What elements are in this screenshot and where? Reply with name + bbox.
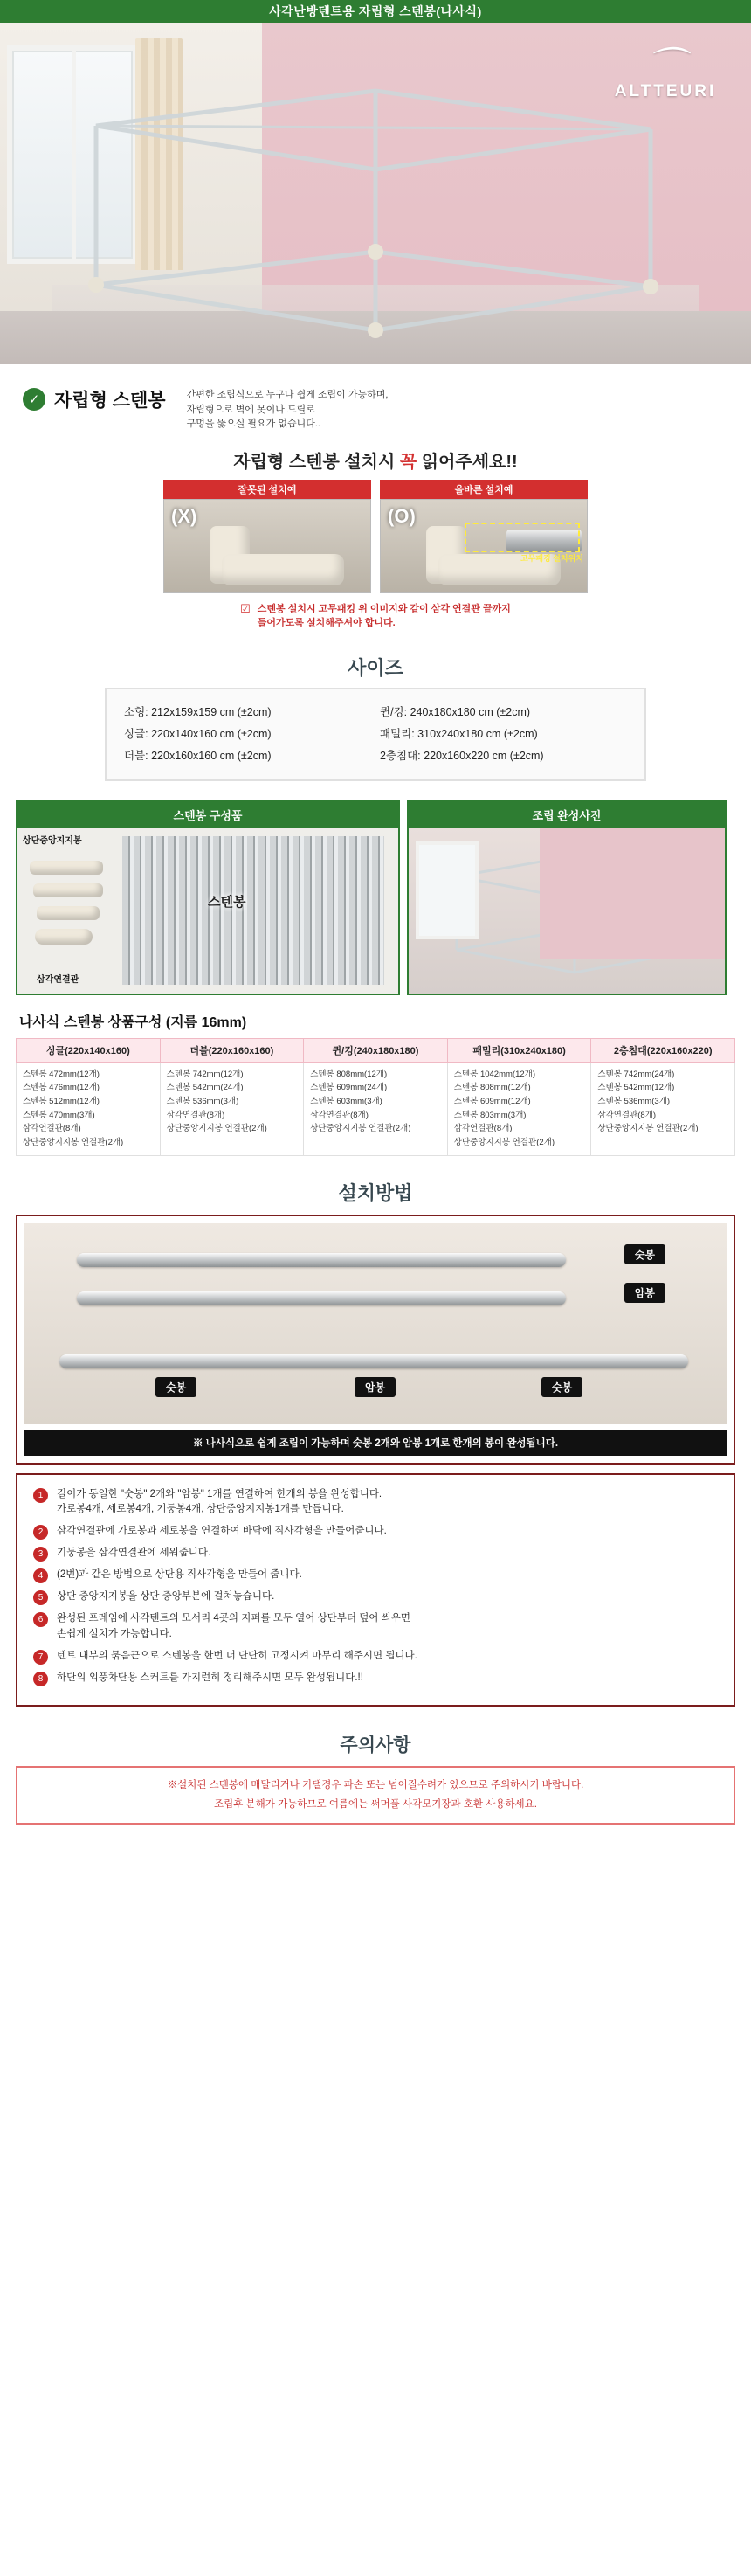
part-line: 상단중앙지지봉 연결관(2개) xyxy=(310,1124,411,1134)
tag-female-top: 암봉 xyxy=(624,1283,665,1303)
part-line: 상단중앙지지봉 연결관(2개) xyxy=(23,1137,124,1147)
part-line: 스텐봉 1042mm(12개) xyxy=(453,1069,535,1079)
list-item xyxy=(33,1568,718,1583)
checkbox-icon: ☑ xyxy=(240,601,251,615)
step-text xyxy=(57,1649,417,1665)
cell-queenking xyxy=(304,1062,448,1155)
pink-wall xyxy=(540,828,725,959)
part-line: 삼각연결관(8개) xyxy=(23,1124,81,1134)
part-line: 스텐봉 536mm(3개) xyxy=(597,1096,671,1106)
list-item xyxy=(33,1649,718,1665)
step-text xyxy=(57,1487,382,1519)
cell-double xyxy=(160,1062,304,1155)
part-line: 스텐봉 742mm(12개) xyxy=(166,1069,244,1079)
size-section-title: 사이즈 xyxy=(348,656,403,679)
caution-line: 조립후 분해가 가능하므로 여름에는 써머풀 사각모기장과 호환 사용하세요. xyxy=(214,1798,537,1810)
assembled-photo xyxy=(409,828,725,994)
page-title-bar xyxy=(0,0,751,23)
photo-note xyxy=(163,602,588,631)
packing-position-label: 고무패킹 설치위치 xyxy=(520,553,583,563)
list-item xyxy=(33,1589,718,1605)
list-item xyxy=(33,1671,718,1686)
part-line: 스텐봉 609mm(12개) xyxy=(453,1096,531,1106)
size-row: 패밀리: 310x240x180 cm (±2cm) xyxy=(380,727,538,740)
good-example-card xyxy=(380,480,588,593)
steel-rods-bundle xyxy=(122,836,384,985)
composition-title: 나사식 스텐봉 상품구성 (지름 16mm) xyxy=(19,1014,247,1030)
tag-male-left: 숫봉 xyxy=(155,1377,196,1397)
check-icon: ✓ xyxy=(23,388,45,411)
assembled-photo-title: 조립 완성사진 xyxy=(409,802,725,828)
label-triangle-connector: 삼각연결관 xyxy=(37,974,79,985)
good-example-mark: (O) xyxy=(388,504,416,527)
install-comparison-photos xyxy=(0,480,751,593)
read-notice-prefix: 자립형 스텐봉 설치시 xyxy=(233,452,400,472)
intro-section xyxy=(0,364,751,439)
size-column-right xyxy=(380,702,627,767)
install-photo-box xyxy=(16,1215,735,1465)
photo-note-text xyxy=(258,602,511,631)
cell-family xyxy=(447,1062,591,1155)
tag-female-mid: 암봉 xyxy=(355,1377,396,1397)
bad-example-mark: (X) xyxy=(171,504,197,527)
step-line: 삼각연결관에 가로봉과 세로봉을 연결하여 바닥에 직사각형을 만들어줍니다. xyxy=(57,1526,387,1537)
parts-components-photo xyxy=(17,828,398,994)
part-line: 스텐봉 476mm(12개) xyxy=(23,1083,100,1093)
list-item xyxy=(33,1524,718,1540)
brand-logo xyxy=(596,45,735,101)
size-column-left xyxy=(124,702,371,767)
photo-note-line: 스텐봉 설치시 고무패킹 위 이미지와 같이 삼각 연결관 끝까지 xyxy=(257,603,511,614)
step-line: 기둥봉을 삼각연결관에 세워줍니다. xyxy=(57,1548,211,1559)
part-line: 스텐봉 742mm(24개) xyxy=(597,1069,675,1079)
window xyxy=(416,841,479,939)
good-example-caption: 올바른 설치예 xyxy=(380,480,588,499)
step-number: 5 xyxy=(33,1590,48,1605)
install-section-title: 설치방법 xyxy=(338,1181,413,1204)
size-row: 퀸/킹: 240x180x180 cm (±2cm) xyxy=(380,705,531,718)
column-header-single: 싱글(220x140x160) xyxy=(17,1038,161,1062)
part-line: 스텐봉 512mm(12개) xyxy=(23,1096,100,1106)
hero-product-photo xyxy=(0,23,751,364)
list-item xyxy=(33,1546,718,1562)
label-steel-rod: 스텐봉 xyxy=(208,894,246,910)
step-number: 2 xyxy=(33,1525,48,1540)
part-line: 스텐봉 808mm(12개) xyxy=(453,1083,531,1093)
brand-name: ALTTEURI xyxy=(614,82,717,100)
part-line: 스텐봉 542mm(24개) xyxy=(166,1083,244,1093)
step-number: 7 xyxy=(33,1650,48,1665)
cell-single xyxy=(17,1062,161,1155)
step-line: (2번)과 같은 방법으로 상단용 직사각형을 만들어 줍니다. xyxy=(57,1569,302,1581)
highlight-dashed-box xyxy=(465,523,580,552)
page-title: 사각난방텐트용 자립형 스텐봉(나사식) xyxy=(269,4,482,18)
intro-title: 자립형 스텐봉 xyxy=(54,391,166,411)
step-number: 1 xyxy=(33,1488,48,1503)
parts-components-panel xyxy=(16,800,400,995)
step-text xyxy=(57,1568,302,1583)
photo-note-line: 들어가도록 설치해주셔야 합니다. xyxy=(257,618,396,628)
part-line: 스텐봉 609mm(24개) xyxy=(310,1083,388,1093)
part-line: 스텐봉 472mm(12개) xyxy=(23,1069,100,1079)
column-header-double: 더블(220x160x160) xyxy=(160,1038,304,1062)
size-table xyxy=(105,688,646,781)
size-row: 소형: 212x159x159 cm (±2cm) xyxy=(124,705,272,718)
part-line: 스텐봉 536mm(3개) xyxy=(166,1096,239,1106)
column-header-family: 패밀리(310x240x180) xyxy=(447,1038,591,1062)
rod-male-top xyxy=(77,1253,566,1267)
step-line: 하단의 외풍차단용 스커트를 가지런히 정리해주시면 모두 완성됩니다.!! xyxy=(57,1672,363,1683)
intro-description xyxy=(187,386,389,432)
label-top-center-support: 상단중앙지지봉 xyxy=(23,835,82,846)
good-example-photo xyxy=(380,499,588,593)
step-line: 완성된 프레임에 사각텐트의 모서리 4곳의 지퍼를 모두 열어 상단부터 덮어 씌우면 xyxy=(57,1613,410,1624)
part-line: 삼각연결관(8개) xyxy=(310,1110,369,1120)
size-row: 더블: 220x160x160 cm (±2cm) xyxy=(124,749,272,762)
parts-components-title: 스텐봉 구성품 xyxy=(17,802,398,828)
step-line: 가로봉4개, 세로봉4개, 기둥봉4개, 상단중앙지지봉1개를 만듭니다. xyxy=(57,1504,344,1515)
part-line: 스텐봉 603mm(3개) xyxy=(310,1096,382,1106)
part-line: 삼각연결관(8개) xyxy=(453,1124,513,1134)
read-notice-highlight: 꼭 xyxy=(399,452,417,472)
caution-box xyxy=(16,1766,735,1825)
step-line: 손쉽게 설치가 가능합니다. xyxy=(57,1628,172,1639)
rod-female-top xyxy=(77,1291,566,1305)
read-notice-suffix: 읽어주세요!! xyxy=(417,452,518,472)
install-strip-note: ※ 나사식으로 쉽게 조립이 가능하며 숫봉 2개와 암봉 1개로 한개의 봉이 완성됩니다. xyxy=(24,1430,727,1456)
assembled-photo-panel xyxy=(407,800,727,995)
part-line: 스텐봉 808mm(12개) xyxy=(310,1069,388,1079)
triangle-connector-group xyxy=(30,854,114,959)
step-text xyxy=(57,1546,210,1562)
table-row xyxy=(17,1062,735,1155)
size-row: 2층침대: 220x160x220 cm (±2cm) xyxy=(380,749,544,762)
elbow-arm xyxy=(222,554,344,585)
column-header-queenking: 퀸/킹(240x180x180) xyxy=(304,1038,448,1062)
step-text xyxy=(57,1524,387,1540)
install-photo xyxy=(24,1223,727,1424)
part-line: 상단중앙지지봉 연결관(2개) xyxy=(453,1137,555,1147)
table-header-row xyxy=(17,1038,735,1062)
tag-male-top: 숫봉 xyxy=(624,1244,665,1264)
part-line: 상단중앙지지봉 연결관(2개) xyxy=(597,1124,699,1134)
list-item xyxy=(33,1487,718,1519)
intro-desc-line: 자립형으로 벽에 못이나 드릴로 xyxy=(186,404,315,415)
step-line: 길이가 동일한 "숫봉" 2개와 "암봉" 1개를 연결하여 한개의 봉을 완성합니다. xyxy=(57,1488,382,1499)
step-number: 8 xyxy=(33,1672,48,1686)
swoosh-logo-icon: ⌒ xyxy=(646,45,685,89)
part-line: 삼각연결관(8개) xyxy=(166,1110,225,1120)
bad-example-card xyxy=(163,480,371,593)
step-number: 3 xyxy=(33,1547,48,1562)
bad-example-photo xyxy=(163,499,371,593)
rod-assembled xyxy=(59,1354,688,1368)
part-line: 상단중앙지지봉 연결관(2개) xyxy=(166,1124,267,1134)
list-item xyxy=(33,1611,718,1643)
step-text xyxy=(57,1589,274,1605)
part-line: 스텐봉 470mm(3개) xyxy=(23,1110,95,1120)
column-header-bunkbed: 2층침대(220x160x220) xyxy=(591,1038,735,1062)
caution-line: ※설치된 스텐봉에 매달리거나 기댈경우 파손 또는 넘어질수려가 있으므로 주의하시기 바랍니다. xyxy=(167,1779,584,1790)
step-text xyxy=(57,1611,410,1643)
step-line: 텐트 내부의 묶음끈으로 스텐봉을 한번 더 단단히 고정시켜 마무리 해주시면 됩니다. xyxy=(57,1650,417,1661)
part-line: 스텐봉 803mm(3개) xyxy=(453,1110,527,1120)
size-row: 싱글: 220x140x160 cm (±2cm) xyxy=(124,727,272,740)
read-notice-title xyxy=(0,447,751,473)
parts-section xyxy=(0,781,751,995)
cell-bunkbed xyxy=(591,1062,735,1155)
step-line: 상단 중앙지지봉을 상단 중앙부분에 걸쳐놓습니다. xyxy=(57,1591,275,1603)
step-text xyxy=(57,1671,363,1686)
caution-section-title: 주의사항 xyxy=(340,1735,411,1755)
bad-example-caption: 잘못된 설치예 xyxy=(163,480,371,499)
install-steps-list xyxy=(16,1473,735,1707)
intro-desc-line: 구멍을 뚫으실 필요가 없습니다.. xyxy=(186,419,320,429)
part-line: 삼각연결관(8개) xyxy=(597,1110,657,1120)
step-number: 4 xyxy=(33,1568,48,1583)
tag-male-right: 숫봉 xyxy=(541,1377,582,1397)
step-number: 6 xyxy=(33,1612,48,1627)
part-line: 스텐봉 542mm(12개) xyxy=(597,1083,675,1093)
intro-desc-line: 간편한 조립식으로 누구나 쉽게 조립이 가능하며, xyxy=(186,390,389,400)
composition-table xyxy=(16,1038,735,1156)
